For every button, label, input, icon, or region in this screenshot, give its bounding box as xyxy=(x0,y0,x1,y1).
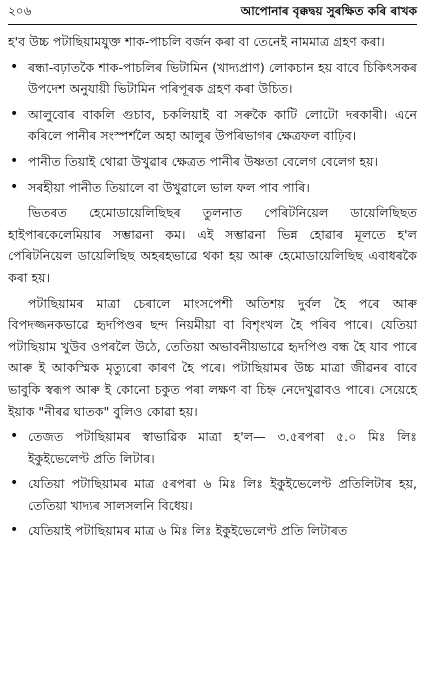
header-rule xyxy=(8,24,417,25)
list-item-text: যেতিয়াই পটাছিয়ামৰ মাত্ৰ ৬ মিঃ লিঃ ইকুইভেলেণ্ট প্ৰতি লিটাৰত xyxy=(28,523,348,539)
bullet-icon: • xyxy=(10,105,19,122)
bullet-list-vegetables xyxy=(8,57,417,199)
list-item-text: সৰহীয়া পানীত তিয়ালে বা উখুৱালে ভাল ফল পাব পাৰি। xyxy=(28,179,310,195)
list-item-text: পানীত তিয়াই থোৱা উখুৱাৰ ক্ষেত্ৰত পানীৰ উষ্ণতা বেলেগ বেলেগ হয়। xyxy=(28,153,379,169)
running-title: আপোনাৰ বৃক্কদ্বয় সুৰক্ষিত কৰি ৰাখক xyxy=(240,4,417,18)
list-item-text: ৰন্ধা-বঢ়াতকৈ শাক-পাচলিৰ ভিটামিন (খাদ্যপ্ৰাণ) লোকচান হয় বাবে চিকিৎসকৰ উপদেশ অনুযায়ী ভিটামিন পৰিপূৰক গ্ৰহণ কৰা উচিত। xyxy=(28,59,417,97)
list-item-text: আলুবোৰ বাকলি গুচাব, চকলিয়াই বা সৰুকৈ কাটি লোটো দৰকাৰী। এনে কৰিলে পানীৰ সংস্পৰ্শলৈ অহা আলুৰ উপৰিভাগৰ ক্ষেত্ৰফল বাঢ়িব। xyxy=(28,106,417,144)
list-item-text: তেজত পটাছিয়ামৰ স্বাভাৱিক মাত্ৰা হ'ল— ৩.৫ৰপৰা ৫.০ মিঃ লিঃ ইকুইভেলেণ্ট প্ৰতি লিটাৰ। xyxy=(28,429,417,466)
list-item xyxy=(8,104,417,147)
bullet-icon: • xyxy=(10,522,19,539)
bullet-icon: • xyxy=(10,58,19,75)
bullet-icon: • xyxy=(10,152,19,169)
page-number: ২০৬ xyxy=(8,4,32,18)
bullet-icon: • xyxy=(10,428,19,445)
bullet-list-potassium-levels xyxy=(8,426,417,542)
list-item xyxy=(8,473,417,516)
paragraph-potassium-danger: পটাছিয়ামৰ মাত্ৰা চেৰালে মাংসপেশী অতিশয় দুৰ্বল হৈ পৰে আৰু বিপদজ্জনকভাৱে হৃদপিণ্ডৰ ছন্দ নিয়মীয়া বা বিশৃংখল হৈ পৰিব পাৰে। যেতিয়া পটাছিয়াম খুউব ওপৰলৈ উঠে, তেতিয়া অভাবনীয়ভাৱে হৃদপিণ্ড বন্ধ হৈ যাব পাৰে আৰু ই আকস্মিক মৃত্যুৰো কাৰণ হৈ পৰে। পটাছিয়ামৰ উচ্চ মাত্ৰা জীৱনৰ বাবে ভাবুকি স্বৰূপ আৰু ই কোনো চকুত পৰা লক্ষণ বা চিহ্ন নেদেখুৱাবও পাৰে। সেয়েহে ইয়াক "নীৰৱ ঘাতক" বুলিও কোৱা হয়। xyxy=(8,295,417,419)
list-item xyxy=(8,57,417,100)
list-item-text: যেতিয়া পটাছিয়ামৰ মাত্ৰ ৫ৰপৰা ৬ মিঃ লিঃ ইকুইভেলেণ্ট প্ৰতিলিটাৰ হয়, তেতিয়া খাদ্যৰ সালসলনি বিধেয়। xyxy=(28,476,417,513)
bullet-icon: • xyxy=(10,178,19,195)
list-item xyxy=(8,520,417,542)
page-body xyxy=(8,31,417,542)
list-item xyxy=(8,426,417,469)
paragraph-continuation: হ'ব উচ্চ পটাছিয়ামযুক্ত শাক-পাচলি বৰ্জন কৰা বা তেনেই নামমাত্ৰ গ্ৰহণ কৰা। xyxy=(8,34,385,49)
page-header xyxy=(8,3,417,22)
list-item xyxy=(8,177,417,199)
list-item xyxy=(8,151,417,173)
bullet-icon: • xyxy=(10,475,19,492)
paragraph-dialysis: ভিতৰত হেমোডায়েলিছিছৰ তুলনাত পেৰিটনিয়েল ডায়েলিছিছত হাইপাৰকেলেমিয়াৰ সম্ভাৱনা কম। এই সম্ভাৱনা ভিন্ন হোৱাৰ মূলতে হ'ল পেৰিটনিয়েল ডায়েলিছিছ অহৰহভাৱে থকা হয় আৰু হেমোডায়েলিছিছ এবাধৰকৈ কৰা হয়। xyxy=(8,205,417,285)
